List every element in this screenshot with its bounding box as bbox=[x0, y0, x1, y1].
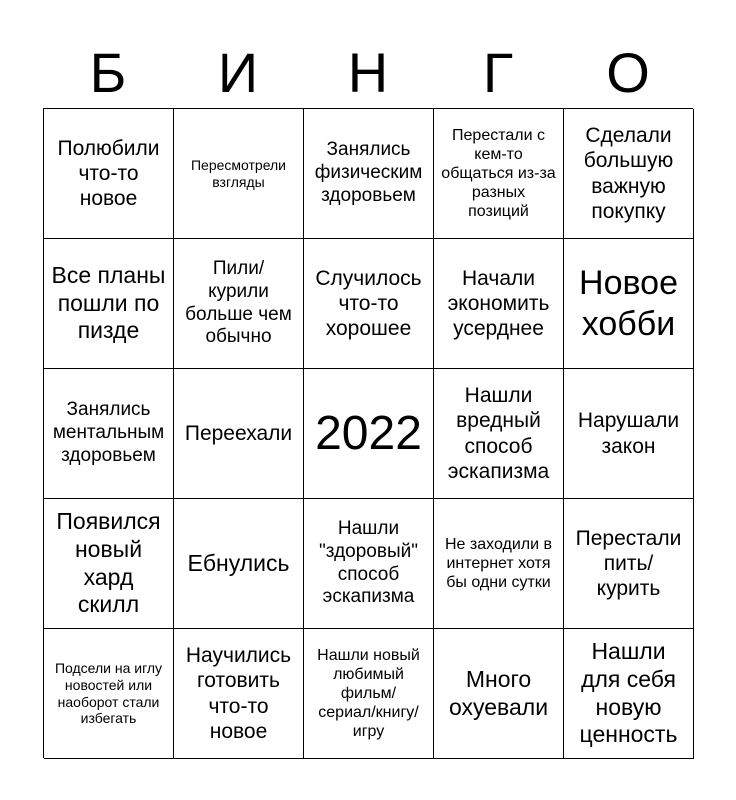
bingo-cell[interactable]: Новое хобби bbox=[564, 239, 694, 369]
bingo-cell[interactable]: Все планы пошли по пизде bbox=[44, 239, 174, 369]
bingo-cell[interactable]: Появился новый хард скилл bbox=[44, 499, 174, 629]
bingo-cell[interactable]: Ебнулись bbox=[174, 499, 304, 629]
bingo-cell[interactable]: Много охуевали bbox=[434, 629, 564, 759]
bingo-cell[interactable]: Нарушали закон bbox=[564, 369, 694, 499]
bingo-cell[interactable]: Перестали с кем-то общаться из-за разных позиций bbox=[434, 109, 564, 239]
bingo-board bbox=[43, 108, 693, 758]
bingo-cell[interactable]: Начали экономить усерднее bbox=[434, 239, 564, 369]
bingo-cell[interactable]: Не заходили в интернет хотя бы одни сутки bbox=[434, 499, 564, 629]
bingo-cell[interactable]: Занялись физическим здоровьем bbox=[304, 109, 434, 239]
bingo-cell[interactable]: Занялись ментальным здоровьем bbox=[44, 369, 174, 499]
bingo-cell[interactable]: Нашли вредный способ эскапизма bbox=[434, 369, 564, 499]
bingo-cell[interactable]: Подсели на иглу новостей или наоборот стали избегать bbox=[44, 629, 174, 759]
bingo-cell[interactable]: Пили/ курили больше чем обычно bbox=[174, 239, 304, 369]
title-letter-i: И bbox=[217, 41, 259, 104]
bingo-cell[interactable]: Переехали bbox=[174, 369, 304, 499]
bingo-cell[interactable]: Нашли для себя новую ценность bbox=[564, 629, 694, 759]
bingo-title bbox=[43, 38, 693, 108]
title-letter-o: О bbox=[606, 41, 650, 104]
title-letter-b: Б bbox=[89, 41, 127, 104]
bingo-cell[interactable]: Сделали большую важную покупку bbox=[564, 109, 694, 239]
bingo-cell[interactable]: Нашли "здоровый" способ эскапизма bbox=[304, 499, 434, 629]
bingo-cell[interactable]: Перестали пить/ курить bbox=[564, 499, 694, 629]
title-letter-g: Г bbox=[482, 41, 514, 104]
bingo-cell[interactable]: Пересмотрели взгляды bbox=[174, 109, 304, 239]
bingo-cell[interactable]: Случилось что-то хорошее bbox=[304, 239, 434, 369]
title-letter-n: Н bbox=[347, 41, 389, 104]
bingo-cell[interactable]: Полюбили что-то новое bbox=[44, 109, 174, 239]
bingo-cell[interactable]: Научились готовить что-то новое bbox=[174, 629, 304, 759]
free-space-cell[interactable]: 2022 bbox=[304, 369, 434, 499]
bingo-cell[interactable]: Нашли новый любимый фильм/ сериал/книгу/ игру bbox=[304, 629, 434, 759]
